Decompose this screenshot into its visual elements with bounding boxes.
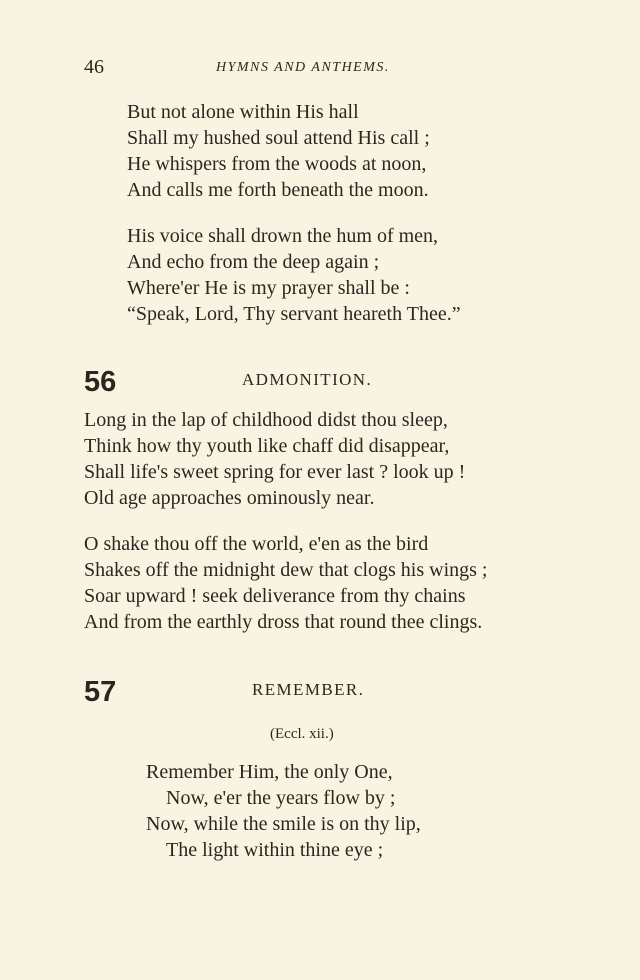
hymn-number: 57 (84, 676, 117, 708)
verse-line: Soar upward ! seek deliverance from thy chains (84, 585, 466, 607)
verse-line: Where'er He is my prayer shall be : (127, 277, 410, 299)
hymn-title: ADMONITION. (242, 370, 373, 389)
verse-line: He whispers from the woods at noon, (127, 153, 427, 175)
verse-line: “Speak, Lord, Thy servant heareth Thee.” (127, 303, 461, 325)
hymn-title: REMEMBER. (252, 680, 365, 699)
verse-line: Shakes off the midnight dew that clogs his wings ; (84, 559, 488, 581)
verse-line: And echo from the deep again ; (127, 251, 380, 273)
verse-line: Long in the lap of childhood didst thou sleep, (84, 409, 448, 431)
verse-line: But not alone within His hall (127, 101, 359, 123)
verse-line: And calls me forth beneath the moon. (127, 179, 429, 201)
verse-line: Shall life's sweet spring for ever last ? look up ! (84, 461, 466, 483)
verse-line: And from the earthly dross that round thee clings. (84, 611, 483, 633)
page-header (84, 56, 440, 80)
verse-line: Now, e'er the years flow by ; (166, 787, 396, 809)
page-number: 46 (84, 56, 104, 78)
verse-line: Old age approaches ominously near. (84, 487, 375, 509)
verse-line: Think how thy youth like chaff did disappear, (84, 435, 450, 457)
verse-line: Now, while the smile is on thy lip, (146, 813, 421, 835)
verse-line: O shake thou off the world, e'en as the bird (84, 533, 429, 555)
verse-line: The light within thine eye ; (166, 839, 384, 861)
scripture-reference: (Eccl. xii.) (270, 726, 334, 742)
verse-line: Shall my hushed soul attend His call ; (127, 127, 430, 149)
hymn-number: 56 (84, 366, 117, 398)
verse-line: Remember Him, the only One, (146, 761, 393, 783)
running-title: HYMNS AND ANTHEMS. (216, 60, 390, 75)
verse-line: His voice shall drown the hum of men, (127, 225, 439, 247)
